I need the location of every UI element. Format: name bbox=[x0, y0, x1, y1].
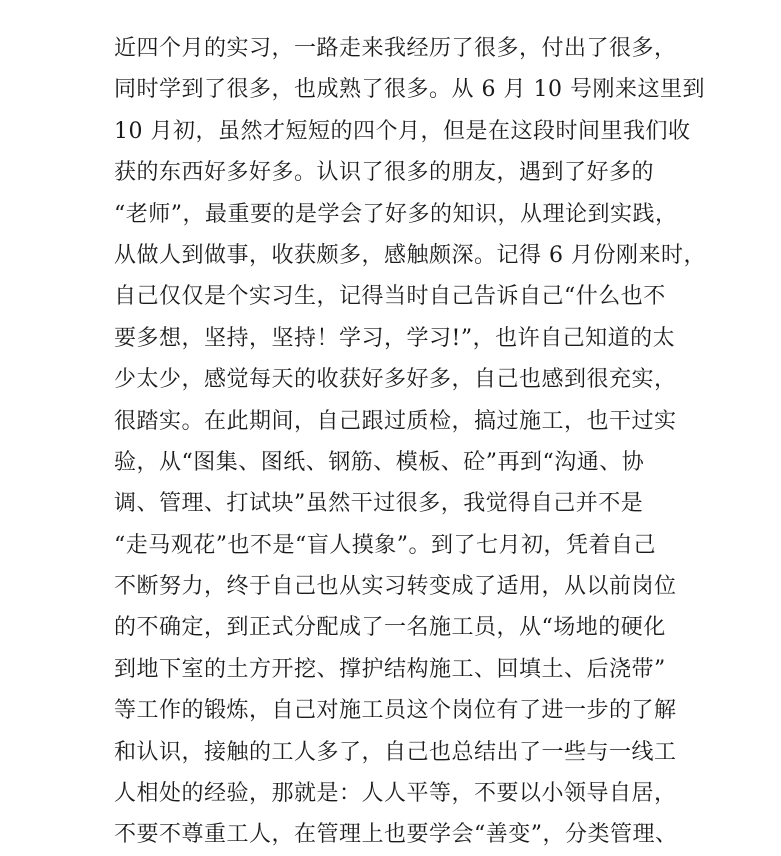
text-line: “老师”，最重要的是学会了好多的知识，从理论到实践， bbox=[114, 201, 678, 227]
text-line: 近四个月的实习，一路走来我经历了很多，付出了很多， bbox=[114, 36, 677, 61]
text-line: 的不确定，到正式分配成了一名施工员，从“场地的硬化 bbox=[114, 615, 666, 641]
text-line: 少太少，感觉每天的收获好多好多，自己也感到很充实， bbox=[114, 367, 677, 393]
text-line: 调、管理、打试块”虽然干过很多，我觉得自己并不是 bbox=[114, 491, 644, 517]
text-line: 从做人到做事，收获颇多，感触颇深。记得 6 月份刚来时， bbox=[114, 242, 706, 268]
text-line: 10 月初，虽然才短短的四个月，但是在这段时间里我们收 bbox=[114, 118, 691, 144]
text-line: 自己仅仅是个实习生，记得当时自己告诉自己“什么也不 bbox=[114, 284, 666, 310]
text-line: 等工作的锻炼，自己对施工员这个岗位有了进一步的了解 bbox=[114, 698, 677, 724]
body-text bbox=[114, 28, 706, 856]
text-line: 同时学到了很多，也成熟了很多。从 6 月 10 号刚来这里到 bbox=[114, 77, 705, 103]
text-line: 获的东西好多好多。认识了很多的朋友，遇到了好多的 bbox=[114, 160, 655, 186]
text-line: 要多想，坚持，坚持！学习，学习!”，也许自己知道的太 bbox=[114, 325, 676, 351]
text-line: 和认识，接触的工人多了，自己也总结出了一些与一线工 bbox=[114, 739, 677, 765]
text-line: 人相处的经验，那就是：人人平等，不要以小领导自居， bbox=[114, 781, 677, 807]
text-line: 到地下室的土方开挖、撑护结构施工、回填土、后浇带” bbox=[114, 656, 666, 682]
text-line: “走马观花”也不是“盲人摸象”。到了七月初，凭着自己 bbox=[114, 532, 656, 558]
text-line: 验，从“图集、图纸、钢筋、模板、砼”再到“沟通、协 bbox=[114, 449, 645, 475]
text-line: 很踏实。在此期间，自己跟过质检，搞过施工，也干过实 bbox=[114, 408, 677, 434]
text-line: 不要不尊重工人，在管理上也要学会“善变”，分类管理、 bbox=[114, 822, 678, 848]
text-line: 不断努力，终于自己也从实习转变成了适用，从以前岗位 bbox=[114, 574, 677, 600]
